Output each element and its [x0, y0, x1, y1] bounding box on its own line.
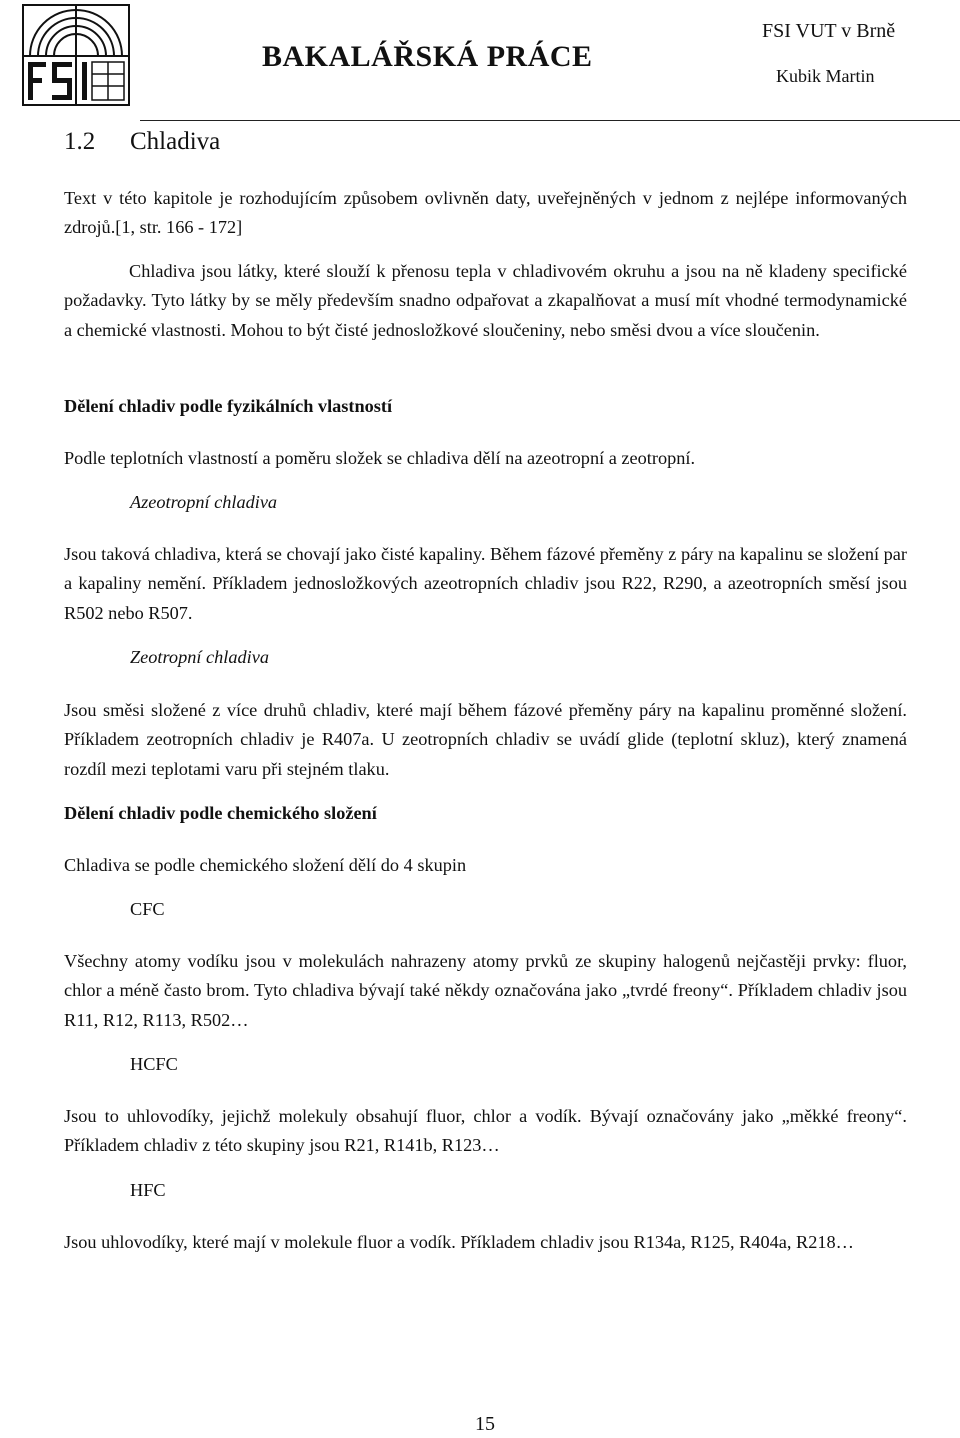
paragraph-hfc: Jsou uhlovodíky, které mají v molekule fluor a vodík. Příkladem chladiv jsou R134a, R125, R404a, R218… [64, 1232, 854, 1252]
paragraph-definition: Chladiva jsou látky, které slouží k přenosu tepla v chladivovém okruhu a jsou na ně kladeny specifické požadavky. Tyto látky by se měly především snadno odpařovat a zkapalňovat a musí mít vhodné termodynamické a chemické vlastnosti. Mohou to být čisté jednosložkové sloučeniny, nebo směsi dvou a více sloučenin. [64, 261, 907, 340]
institution: FSI VUT v Brně [762, 20, 896, 42]
heading-physical-division: Dělení chladiv podle fyzikálních vlastností [64, 396, 393, 416]
heading-chemical-division: Dělení chladiv podle chemického složení [64, 803, 377, 823]
paragraph-physical: Podle teplotních vlastností a poměru složek se chladiva dělí na azeotropní a zeotropní. [64, 448, 696, 468]
heading-cfc: CFC [130, 899, 165, 919]
author: Kubik Martin [776, 66, 875, 86]
heading-azeotropic: Azeotropní chladiva [130, 492, 278, 512]
section-heading [64, 128, 220, 156]
paragraph-chemical: Chladiva se podle chemického složení dělí do 4 skupin [64, 855, 467, 875]
heading-zeotropic: Zeotropní chladiva [130, 647, 269, 667]
section-title: Chladiva [130, 128, 221, 155]
heading-hfc: HFC [130, 1180, 166, 1200]
paragraph-zeotropic: Jsou směsi složené z více druhů chladiv, které mají během fázové přeměny páry na kapalinu proměnné složení. Příkladem zeotropních chladiv je R407a. U zeotropních chladiv se uvádí glide (teplotní skluz), který znamená rozdíl mezi teplotami varu při stejném tlaku. [64, 700, 907, 779]
faculty-logo [22, 4, 130, 106]
paragraph-hcfc: Jsou to uhlovodíky, jejichž molekuly obsahují fluor, chlor a vodík. Bývají označovány jako „měkké freony“. Příkladem chladiv z této skupiny jsou R21, R141b, R123… [64, 1106, 907, 1156]
section-number: 1.2 [64, 128, 96, 155]
header-rule [140, 120, 960, 121]
heading-hcfc: HCFC [130, 1054, 178, 1074]
paragraph-cfc: Všechny atomy vodíku jsou v molekulách nahrazeny atomy prvků ze skupiny halogenů nejčastěji prvky: fluor, chlor a méně často brom. Tyto chladiva bývají také někdy označována jako „tvrdé freony“. Příkladem chladiv jsou R11, R12, R113, R502… [64, 951, 907, 1030]
document-type: BAKALÁŘSKÁ PRÁCE [262, 40, 593, 73]
paragraph-azeotropic: Jsou taková chladiva, která se chovají jako čisté kapaliny. Během fázové přeměny z páry na kapalinu se složení par a kapaliny nemění. Příkladem jednosložkových azeotropních chladiv jsou R22, R290, a azeotropních směsí jsou R502 nebo R507. [64, 544, 907, 623]
page-number: 15 [475, 1413, 495, 1435]
paragraph-intro: Text v této kapitole je rozhodujícím způsobem ovlivněn daty, uveřejněných v jednom z nejlépe informovaných zdrojů.[1, str. 166 - 172] [64, 188, 907, 238]
